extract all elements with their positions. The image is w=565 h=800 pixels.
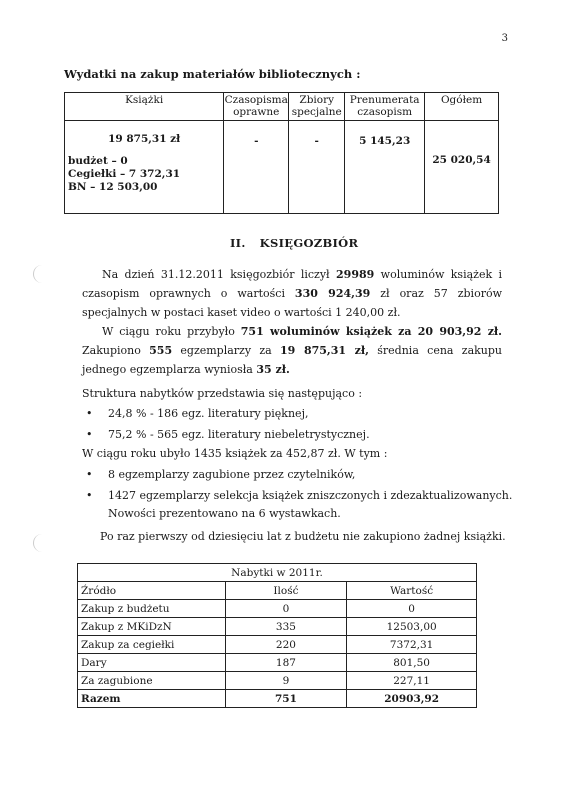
scan-mark: [33, 265, 42, 283]
czasopisma-value: -: [254, 135, 259, 147]
table-header: Ogółem: [425, 93, 499, 121]
table-header: Prenumerata czasopism: [345, 93, 425, 121]
ksiazki-bn: BN – 12 503,00: [68, 181, 158, 193]
table-caption: Nabytki w 2011r.: [78, 564, 477, 582]
table-header: Zbiory specjalne: [289, 93, 345, 121]
section-number: II.: [230, 236, 246, 250]
paragraph-collection: Na dzień 31.12.2011 księgozbiór liczył 29989 woluminów książek i czasopism oprawnych o wartości 330 924,39 zł oraz 57 zbiorów specjalnych w postaci kaset video o wartości 1 240,00 zł.: [82, 268, 503, 319]
table-row: Dary 187 801,50: [78, 654, 477, 672]
table-row: Zakup z MKiDzN 335 12503,00: [78, 618, 477, 636]
list-item: • 75,2 % - 565 egz. literatury niebeletrystycznej.: [86, 428, 370, 441]
acquisitions-table: [77, 563, 477, 708]
czasopisma-cell: [224, 121, 289, 214]
table-total-row: Razem 751 20903,92: [78, 690, 477, 708]
page-number: 3: [501, 33, 508, 44]
paragraph-acquisitions: W ciągu roku przybyło 751 woluminów książek za 20 903,92 zł. Zakupiono 555 egzemplarzy za 19 875,31 zł, średnia cena zakupu jednego egzemplarza wyniosła 35 zł.: [82, 325, 503, 376]
section-heading-ksiegozbior: [230, 236, 358, 250]
ksiazki-total: 19 875,31 zł: [108, 133, 181, 145]
ksiazki-cegielki: Cegiełki – 7 372,31: [68, 168, 181, 180]
ksiazki-budzet: budżet – 0: [68, 155, 128, 167]
zbiory-cell: [289, 121, 345, 214]
table-row: Zakup z budżetu 0 0: [78, 600, 477, 618]
structure-intro: Struktura nabytków przedstawia się następująco :: [82, 387, 363, 400]
expenses-table: [64, 92, 499, 214]
table-header: Książki: [65, 93, 224, 121]
scan-mark: [33, 534, 42, 552]
zbiory-value: -: [314, 135, 319, 147]
ogolem-cell: [425, 121, 499, 214]
ksiazki-cell: [65, 121, 224, 214]
table-header: Źródło: [78, 582, 226, 600]
no-budget-line: Po raz pierwszy od dziesięciu lat z budżetu nie zakupiono żadnej książki.: [100, 530, 506, 543]
list-item: • 8 egzemplarzy zagubione przez czytelników,: [86, 468, 356, 481]
prenumerata-value: 5 145,23: [359, 135, 411, 147]
table-header: Ilość: [225, 582, 347, 600]
table-header: Wartość: [347, 582, 477, 600]
table-row: Zakup za cegiełki 220 7372,31: [78, 636, 477, 654]
section-heading-expenses: Wydatki na zakup materiałów bibliotecznych :: [64, 67, 361, 81]
prenumerata-cell: [345, 121, 425, 214]
withdrawn-intro: W ciągu roku ubyło 1435 książek za 452,87 zł. W tym :: [82, 447, 388, 460]
ogolem-value: 25 020,54: [432, 154, 491, 166]
nowosci-line: Nowości prezentowano na 6 wystawkach.: [108, 507, 341, 520]
table-header: Czasopisma oprawne: [224, 93, 289, 121]
list-item: • 1427 egzemplarzy selekcja książek zniszczonych i zdezaktualizowanych.: [86, 489, 513, 502]
section-title: KSIĘGOZBIÓR: [259, 236, 359, 250]
list-item: • 24,8 % - 186 egz. literatury pięknej,: [86, 407, 309, 420]
table-row: Za zagubione 9 227,11: [78, 672, 477, 690]
